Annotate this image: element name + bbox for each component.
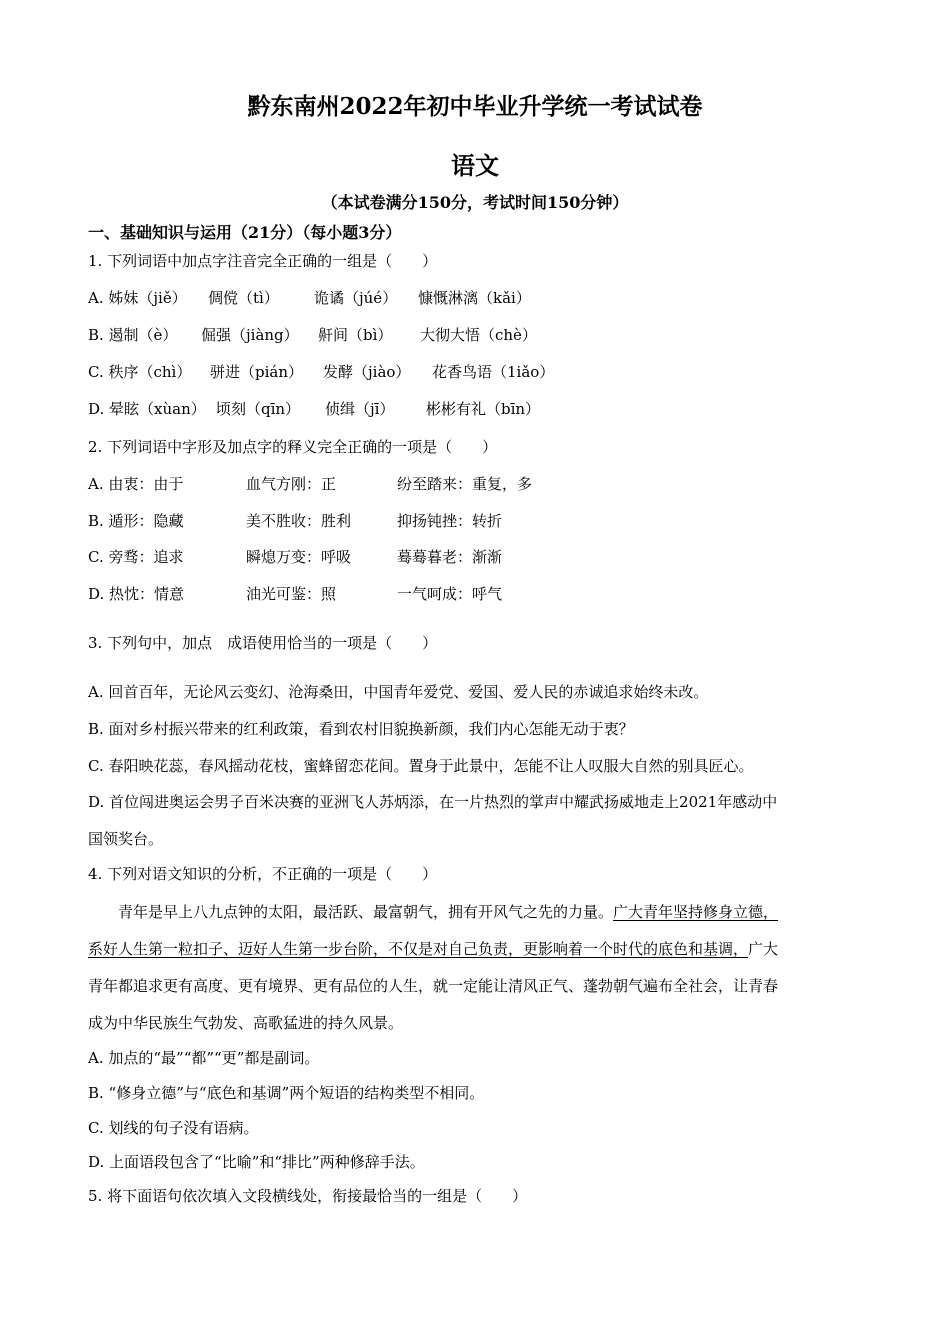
question-1-stem: 1. 下列词语中加点字注音完全正确的一组是（ ） [88, 252, 438, 270]
option-item: D. 晕眩（xùan） [88, 400, 206, 418]
question-3-option-c: C. 春阳映花蕊，春风摇动花枝，蜜蜂留恋花间。置身于此景中，怎能不让人叹服大自然的别具匠心。 [88, 757, 754, 775]
question-4-option-c: C. 划线的句子没有语病。 [88, 1119, 259, 1137]
option-item: 油光可鉴：照 [246, 585, 337, 603]
option-item: 一气呵成：呼气 [397, 585, 503, 603]
option-item: 大彻大悟（chè） [420, 326, 537, 344]
option-item: 蓦蓦暮老：渐渐 [397, 548, 503, 566]
question-3-option-d: D. 首位闯进奥运会男子百米决赛的亚洲飞人苏炳添，在一片热烈的掌声中耀武扬威地走上2021年感动中 [88, 793, 778, 811]
question-3-option-d-continued: 国领奖台。 [88, 830, 164, 848]
question-4-option-d: D. 上面语段包含了“比喻”和“排比”两种修辞手法。 [88, 1153, 425, 1171]
option-item: 美不胜收：胜利 [246, 512, 352, 530]
passage-line: 青年都追求更有高度、更有境界、更有品位的人生，就一定能让清风正气、蓬勃朝气遍布全社会，让青春 [88, 977, 779, 995]
option-item: 抑扬钝挫：转折 [397, 512, 503, 530]
question-4-option-b: B. “修身立德”与“底色和基调”两个短语的结构类型不相同。 [88, 1084, 485, 1102]
passage-line [88, 938, 858, 959]
option-item: 纷至踏来：重复，多 [397, 475, 533, 493]
question-2-stem: 2. 下列词语中字形及加点字的释义完全正确的一项是（ ） [88, 438, 498, 456]
option-item: C. 旁骛：追求 [88, 548, 184, 566]
option-item: 鼾间（bì） [318, 326, 393, 344]
question-3-stem: 3. 下列句中，加点 成语使用恰当的一项是（ ） [88, 634, 438, 652]
exam-title: 黔东南州2022年初中毕业升学统一考试试卷 [247, 93, 703, 120]
option-item: 顷刻（qīn） [216, 400, 301, 418]
option-item: A. 由衷：由于 [88, 475, 184, 493]
option-item: D. 热忱：情意 [88, 585, 185, 603]
underlined-sentence: 系好人生第一粒扣子、迈好人生第一步台阶，不仅是对自己负责，更影响着一个时代的底色和基调， [88, 940, 749, 958]
underlined-sentence: 广大青年坚持修身立德， [613, 903, 779, 921]
question-3-option-b: B. 面对乡村振兴带来的红利政策，看到农村旧貌换新颜，我们内心怎能无动于衷？ [88, 720, 634, 738]
question-5-stem: 5. 将下面语句依次填入文段横线处，衔接最恰当的一组是（ ） [88, 1187, 528, 1205]
option-item: 瞬熄万变：呼吸 [246, 548, 352, 566]
exam-note: （本试卷满分150分，考试时间150分钟） [321, 193, 629, 212]
option-item: 发酵（jiào） [323, 363, 411, 381]
option-item: 花香鸟语（1iǎo） [432, 363, 555, 381]
option-item: 血气方刚：正 [246, 475, 337, 493]
option-item: 倜傥（tì） [208, 289, 279, 307]
option-item: C. 秩序（chì） [88, 363, 192, 381]
passage-text: 青年是早上八九点钟的太阳，最活跃、最富朝气，拥有开风气之先的力量。 [88, 903, 614, 921]
question-3-option-a: A. 回首百年，无论风云变幻、沧海桑田，中国青年爱党、爱国、爱人民的赤诚追求始终未改。 [88, 683, 709, 701]
option-item: 侦缉（jī） [325, 400, 395, 418]
section-heading: 一、基础知识与运用（21分）（每小题3分） [88, 223, 402, 242]
question-4-option-a: A. 加点的“最”“都”“更”都是副词。 [88, 1049, 320, 1067]
option-item: 诡谲（júé） [314, 289, 398, 307]
option-item: 倔强（jiàng） [201, 326, 299, 344]
passage-text: 广大 [748, 940, 779, 958]
option-item: 骈进（pián） [210, 363, 304, 381]
option-item: 慷慨淋漓（kǎi） [418, 289, 531, 307]
option-item: B. 遁形：隐藏 [88, 512, 184, 530]
passage-line: 成为中华民族生气勃发、高歌猛进的持久风景。 [88, 1014, 404, 1032]
subject-title: 语文 [451, 151, 499, 180]
option-item: A. 姊妹（jiě） [88, 289, 187, 307]
option-item: B. 遏制（è） [88, 326, 178, 344]
question-4-stem: 4. 下列对语文知识的分析，不正确的一项是（ ） [88, 865, 438, 883]
passage-line [88, 901, 858, 922]
option-item: 彬彬有礼（bīn） [426, 400, 541, 418]
